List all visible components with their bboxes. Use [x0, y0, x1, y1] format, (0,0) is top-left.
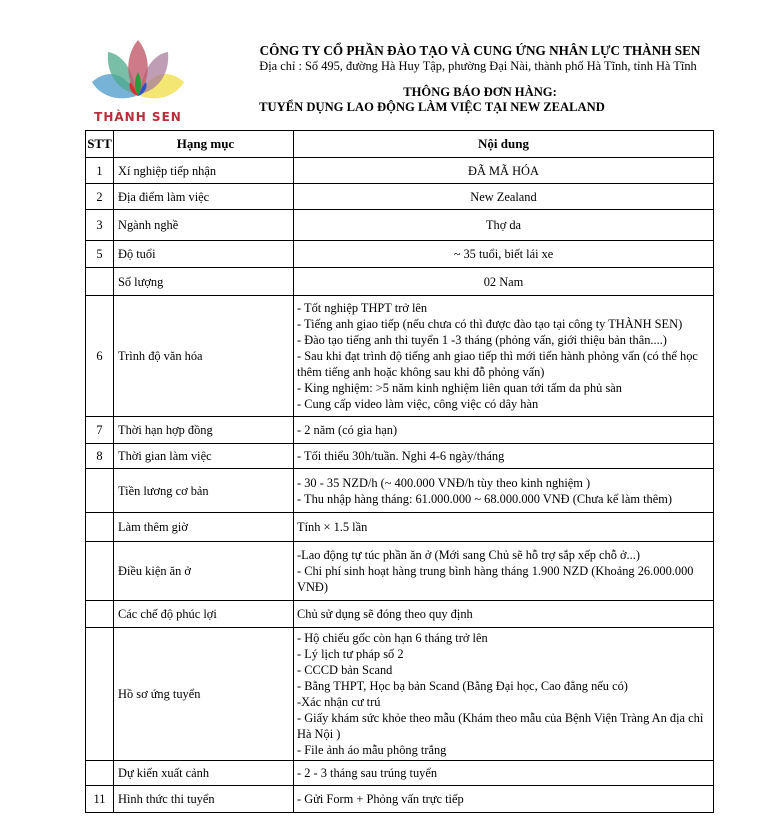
logo-text: THÀNH SEN — [94, 110, 182, 124]
content-line: - Đào tạo tiếng anh thi tuyển 1 -3 tháng (phỏng vấn, giới thiệu bản thân....) — [297, 333, 667, 347]
row-stt: 7 — [86, 417, 114, 444]
row-content — [294, 158, 714, 184]
company-address: Địa chỉ : Số 495, đường Hà Huy Tập, phường Đại Nài, thành phố Hà Tĩnh, tỉnh Hà Tĩnh — [259, 59, 697, 73]
table-row — [86, 761, 714, 786]
row-stt: 3 — [86, 210, 114, 241]
row-item-label: Số lượng — [114, 268, 294, 296]
content-line: - Lý lịch tư pháp số 2 — [297, 647, 404, 661]
row-content — [294, 786, 714, 813]
content-line: ĐÃ MÃ HÓA — [468, 163, 539, 178]
table-row — [86, 628, 714, 761]
row-content — [294, 296, 714, 417]
table-row — [86, 210, 714, 241]
content-line: - 2 - 3 tháng sau trúng tuyển — [297, 766, 438, 780]
row-stt: 11 — [86, 786, 114, 813]
table-row — [86, 601, 714, 628]
content-line: -Lao động tự túc phần ăn ở (Mới sang Chủ sẽ hỗ trợ sắp xếp chỗ ở...) — [297, 548, 640, 562]
row-item-label: Điều kiện ăn ở — [114, 542, 294, 601]
content-line: - Gửi Form + Phỏng vấn trực tiếp — [297, 792, 464, 806]
table-body — [86, 158, 714, 813]
row-item-label: Ngành nghề — [114, 210, 294, 241]
row-stt — [86, 542, 114, 601]
job-details-table — [85, 130, 714, 813]
content-line: ~ 35 tuổi, biết lái xe — [453, 247, 554, 261]
table-row — [86, 469, 714, 513]
row-stt — [86, 513, 114, 542]
row-content — [294, 268, 714, 296]
row-item-label: Hồ sơ ứng tuyển — [114, 628, 294, 761]
header-item: Hạng mục — [114, 131, 294, 158]
content-line: - File ảnh áo mẫu phông trắng — [297, 743, 447, 757]
row-content — [294, 469, 714, 513]
content-line: - CCCD bản Scand — [297, 663, 393, 677]
content-line: - Cung cấp video làm việc, công việc có dây hàn — [297, 397, 539, 411]
table-header-row — [86, 131, 714, 158]
header-content: Nội dung — [294, 131, 714, 158]
content-line: Tính × 1.5 lần — [297, 520, 368, 534]
table-row — [86, 542, 714, 601]
row-content — [294, 542, 714, 601]
content-line: Thợ da — [485, 218, 522, 232]
table-row — [86, 417, 714, 444]
row-item-label: Dự kiến xuất cảnh — [114, 761, 294, 786]
row-stt: 8 — [86, 444, 114, 469]
header-stt: STT — [86, 131, 114, 158]
content-line: - Thu nhập hàng tháng: 61.000.000 ~ 68.000.000 VNĐ (Chưa kể làm thêm) — [297, 491, 672, 506]
company-name: CÔNG TY CỔ PHẦN ĐÀO TẠO VÀ CUNG ỨNG NHÂN LỰC THÀNH SEN — [259, 43, 701, 58]
content-line: - Giấy khám sức khỏe theo mẫu (Khám theo mẫu của Bệnh Viện Tràng An địa chỉ Hà Nội ) — [297, 711, 704, 741]
content-line: - King nghiệm: >5 năm kinh nghiệm liên quan tới tấm da phủ sàn — [297, 381, 622, 395]
content-line: - Bằng THPT, Học bạ bản Scand (Bằng Đại học, Cao đẳng nếu có) — [297, 679, 628, 693]
content-line: - 30 - 35 NZD/h (~ 400.000 VNĐ/h tùy theo kinh nghiệm ) — [297, 475, 591, 490]
content-line: - Hộ chiếu gốc còn hạn 6 tháng trở lên — [297, 631, 488, 645]
content-line: - Tốt nghiệp THPT trở lên — [297, 301, 428, 315]
row-stt — [86, 761, 114, 786]
content-line: -Xác nhận cư trú — [297, 695, 381, 709]
content-line: - Sau khi đạt trình độ tiếng anh giao tiếp thì mới tiến hành phỏng vấn (có thể học thêm tiếng anh hoặc không sau khi đỗ phỏng vấn) — [297, 349, 698, 379]
table-row — [86, 184, 714, 210]
table-row — [86, 241, 714, 268]
row-item-label: Thời hạn hợp đồng — [114, 417, 294, 444]
table-row — [86, 444, 714, 469]
row-item-label: Các chế độ phúc lợi — [114, 601, 294, 628]
row-item-label: Độ tuổi — [114, 241, 294, 268]
row-item-label: Địa điểm làm việc — [114, 184, 294, 210]
content-line: - Tối thiểu 30h/tuần. Nghi 4-6 ngày/tháng — [297, 449, 505, 463]
row-stt: 2 — [86, 184, 114, 210]
row-content — [294, 628, 714, 761]
notice-title: THÔNG BÁO ĐƠN HÀNG: — [403, 85, 557, 99]
row-content — [294, 184, 714, 210]
table-row — [86, 513, 714, 542]
content-line: - 2 năm (có gia hạn) — [297, 423, 398, 437]
table-row — [86, 268, 714, 296]
row-item-label: Làm thêm giờ — [114, 513, 294, 542]
row-item-label: Tiền lương cơ bản — [114, 469, 294, 513]
row-content — [294, 444, 714, 469]
row-stt — [86, 628, 114, 761]
row-item-label: Xí nghiệp tiếp nhận — [114, 158, 294, 184]
row-stt — [86, 469, 114, 513]
row-stt: 1 — [86, 158, 114, 184]
row-stt — [86, 268, 114, 296]
table-row — [86, 158, 714, 184]
row-stt — [86, 601, 114, 628]
row-stt: 6 — [86, 296, 114, 417]
content-line: Chủ sử dụng sẽ đóng theo quy định — [297, 607, 473, 621]
content-line: 02 Nam — [483, 274, 524, 289]
row-content — [294, 761, 714, 786]
row-content — [294, 513, 714, 542]
row-item-label: Hình thức thi tuyển — [114, 786, 294, 813]
row-content — [294, 417, 714, 444]
notice-subtitle: TUYỂN DỤNG LAO ĐỘNG LÀM VIỆC TẠI NEW ZEALAND — [259, 100, 605, 114]
content-line: - Tiếng anh giao tiếp (nếu chưa có thì được đào tạo tại công ty THÀNH SEN) — [297, 317, 683, 331]
table-row — [86, 296, 714, 417]
content-line: New Zealand — [470, 189, 537, 204]
row-stt: 5 — [86, 241, 114, 268]
content-line: - Chi phí sinh hoạt hàng trung bình hàng tháng 1.900 NZD (Khoảng 26.000.000 VNĐ) — [297, 564, 694, 594]
row-item-label: Trình độ văn hóa — [114, 296, 294, 417]
row-content — [294, 601, 714, 628]
row-content — [294, 210, 714, 241]
row-content — [294, 241, 714, 268]
table-row — [86, 786, 714, 813]
row-item-label: Thời gian làm việc — [114, 444, 294, 469]
